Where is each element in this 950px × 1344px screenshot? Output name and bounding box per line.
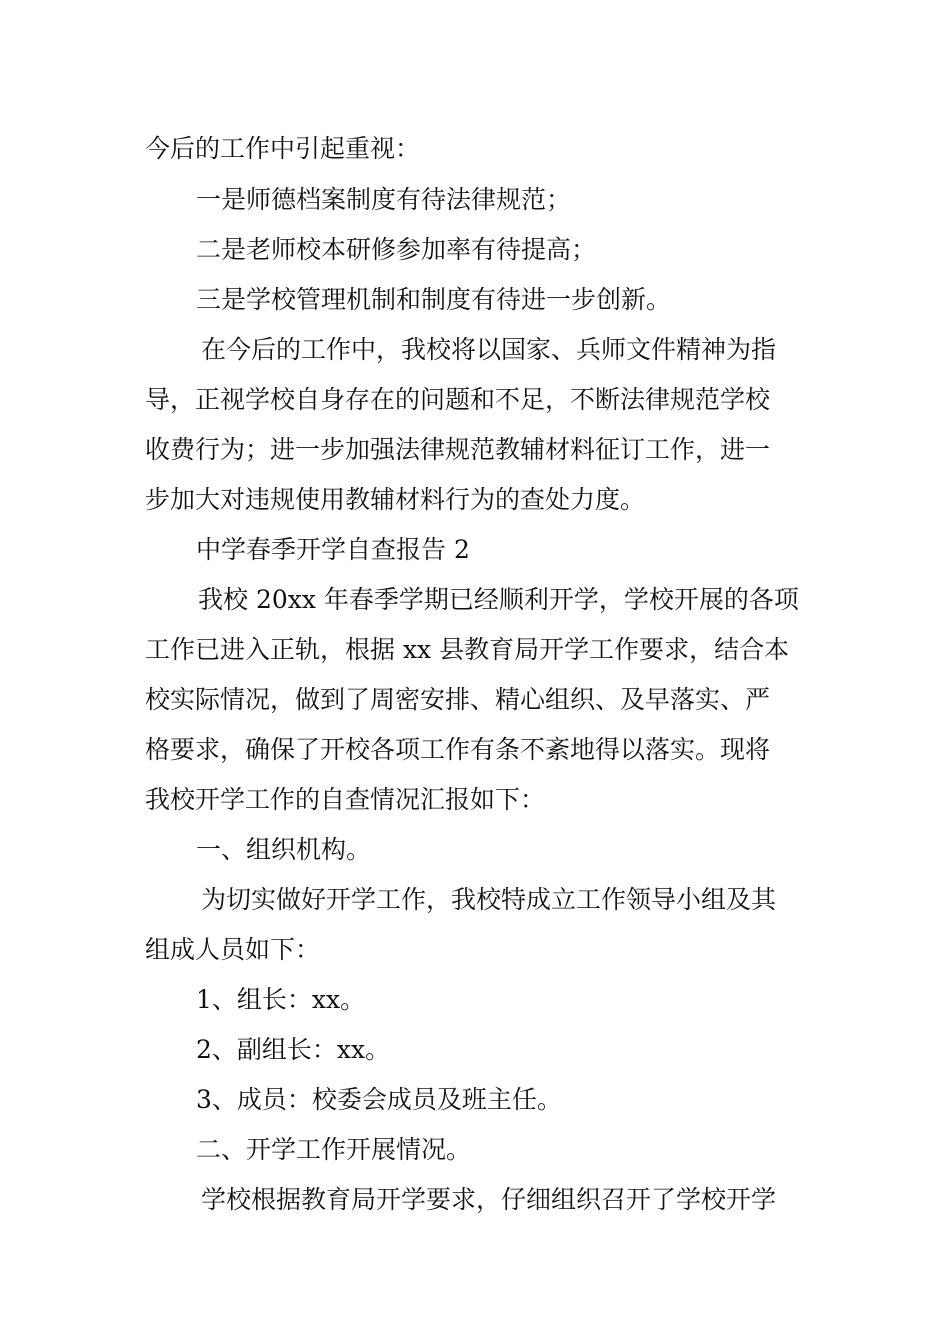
text-line: 校实际情况，做到了周密安排、精心组织、及早落实、严 <box>145 685 771 714</box>
text-line: 步加大对违规使用教辅材料行为的查处力度。 <box>145 485 646 514</box>
section-heading: 中学春季开学自查报告 2 <box>196 535 470 564</box>
text-line: 二、开学工作开展情况。 <box>196 1135 472 1164</box>
text-line: 工作已进入正轨，根据 xx 县教育局开学工作要求，结合本 <box>145 635 790 664</box>
text-line: 我校开学工作的自查情况汇报如下： <box>145 785 546 814</box>
text-line: 一是师德档案制度有待法律规范； <box>196 185 572 214</box>
text-line: 学校根据教育局开学要求，仔细组织召开了学校开学 <box>201 1185 777 1214</box>
text-line: 为切实做好开学工作，我校特成立工作领导小组及其 <box>201 885 777 914</box>
text-line: 一、组织机构。 <box>196 835 372 864</box>
text-line: 今后的工作中引起重视： <box>145 134 421 163</box>
text-line: 3、成员：校委会成员及班主任。 <box>196 1085 562 1114</box>
text-line: 我校 20xx 年春季学期已经顺利开学，学校开展的各项 <box>198 585 799 614</box>
text-line: 导，正视学校自身存在的问题和不足，不断法律规范学校 <box>145 385 771 414</box>
text-line: 三是学校管理机制和制度有待进一步创新。 <box>196 285 672 314</box>
text-line: 二是老师校本研修参加率有待提高； <box>196 235 597 264</box>
text-line: 2、副组长：xx。 <box>196 1035 391 1064</box>
text-line: 1、组长：xx。 <box>196 985 366 1014</box>
text-line: 组成人员如下： <box>145 935 321 964</box>
text-line: 在今后的工作中，我校将以国家、兵师文件精神为指 <box>201 335 777 364</box>
text-line: 收费行为；进一步加强法律规范教辅材料征订工作，进一 <box>145 435 771 464</box>
text-line: 格要求，确保了开校各项工作有条不紊地得以落实。现将 <box>145 735 771 764</box>
